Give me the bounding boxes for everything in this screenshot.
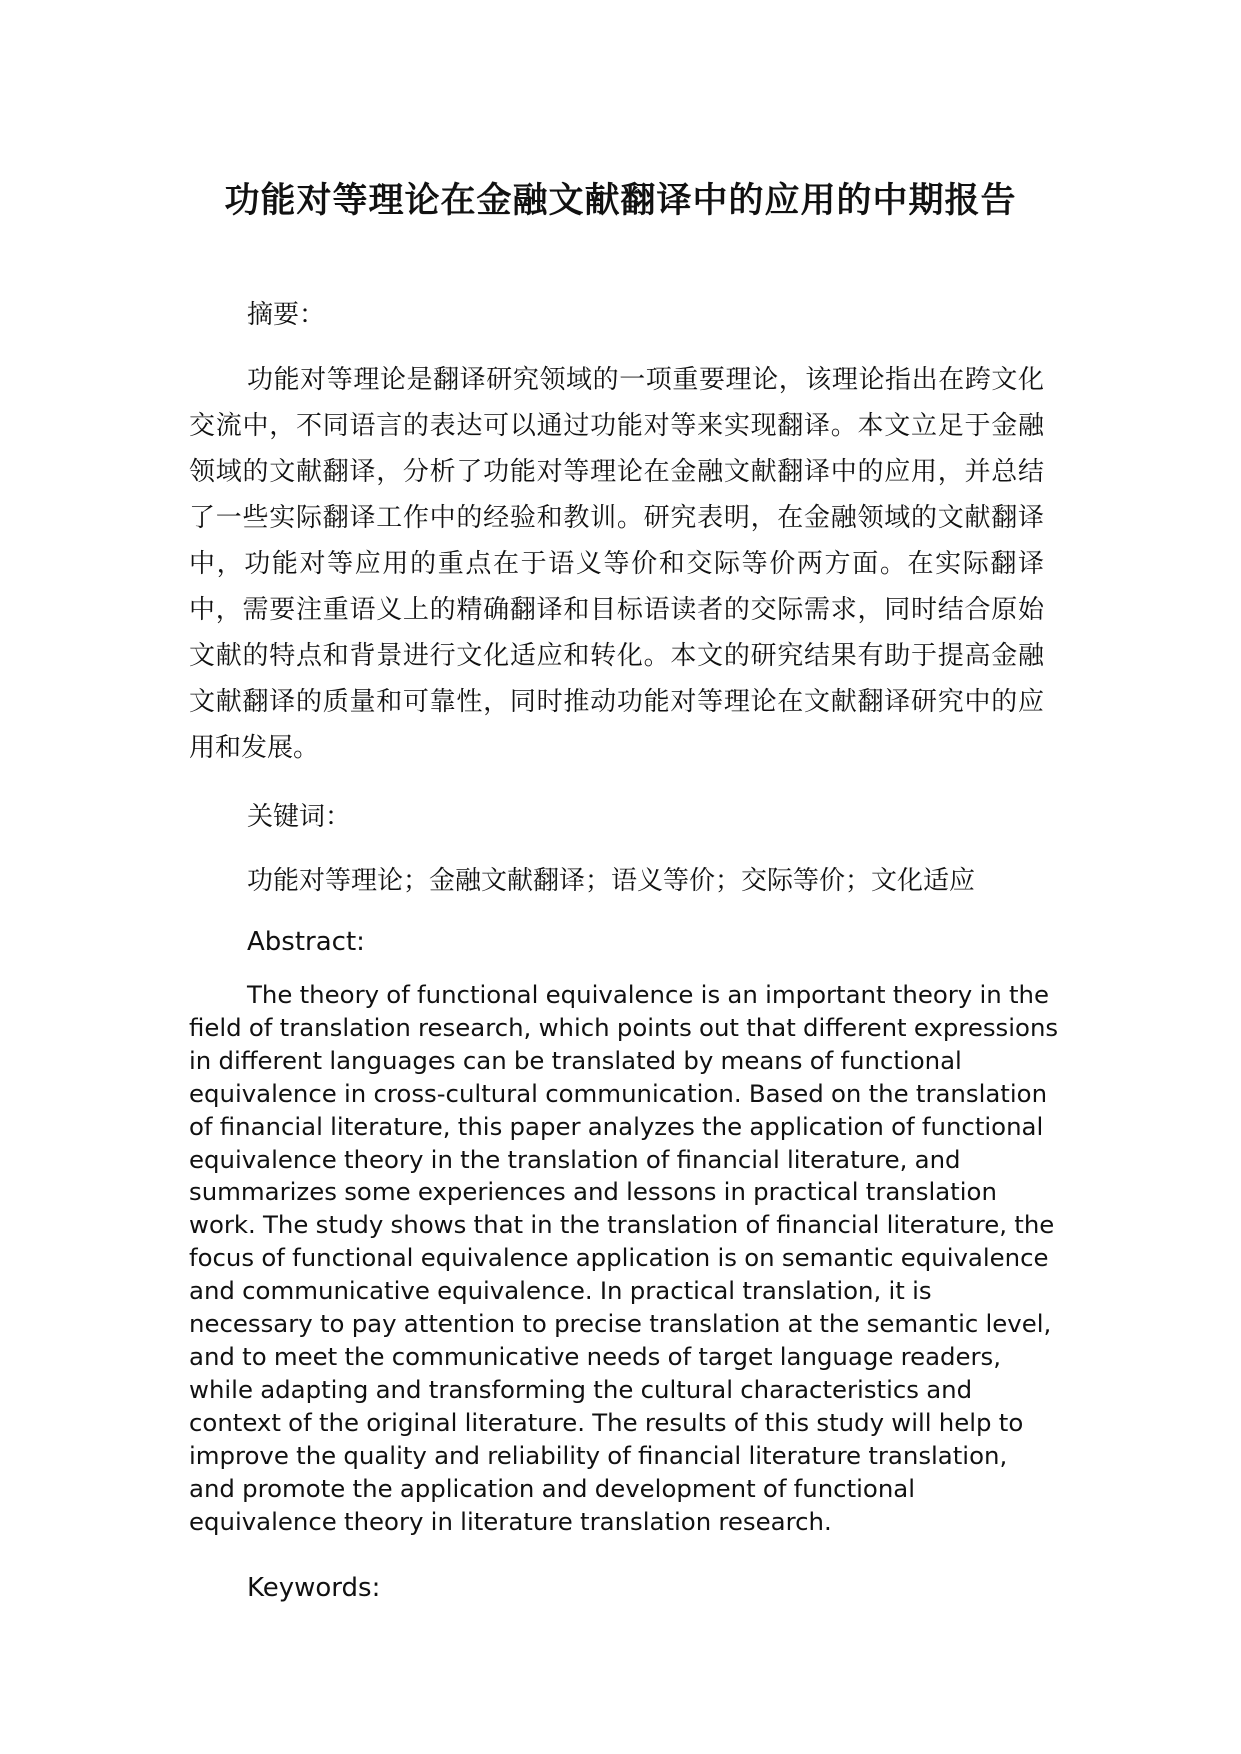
keywords-cn-list: 功能对等理论；金融文献翻译；语义等价；交际等价；文化适应 — [247, 866, 976, 896]
keywords-en-heading: Keywords: — [247, 1573, 381, 1603]
document-title: 功能对等理论在金融文献翻译中的应用的中期报告 — [224, 181, 1017, 221]
keywords-cn-heading: 关键词： — [247, 802, 352, 832]
abstract-cn-paragraph: 功能对等理论是翻译研究领域的一项重要理论，该理论指出在跨文化交流中，不同语言的表达可以通过功能对等来实现翻译。本文立足于金融领域的文献翻译，分析了功能对等理论在金融文献翻译中的应用，并总结了一些实际翻译工作中的经验和教训。研究表明，在金融领域的文献翻译中，功能对等应用的重点在于语义等价和交际等价两方面。在实际翻译中，需要注重语义上的精确翻译和目标语读者的交际需求，同时结合原始文献的特点和背景进行文化适应和转化。本文的研究结果有助于提高金融文献翻译的质量和可靠性，同时推动功能对等理论在文献翻译研究中的应用和发展。 — [189, 365, 1044, 763]
abstract-en-heading: Abstract: — [247, 927, 365, 957]
abstract-cn-heading: 摘要： — [247, 300, 326, 330]
abstract-en-paragraph: The theory of functional equivalence is an important theory in the field of translation research, which points out that different expressions in different languages can be translated by means of functional equivalence in cross-cultural communication. Based on the translation of financial literature, this paper analyzes the application of functional equivalence theory in the translation of financial literature, and summarizes some experiences and lessons in practical translation work. The study shows that in the translation of financial literature, the focus of functional equivalence application is on semantic equivalence and communicative equivalence. In practical translation, it is necessary to pay attention to precise translation at the semantic level, and to meet the communicative needs of target language readers, while adapting and transforming the cultural characteristics and context of the original literature. The results of this study will help to improve the quality and reliability of financial literature translation, and promote the application and development of functional equivalence theory in literature translation research. — [189, 980, 1059, 1536]
